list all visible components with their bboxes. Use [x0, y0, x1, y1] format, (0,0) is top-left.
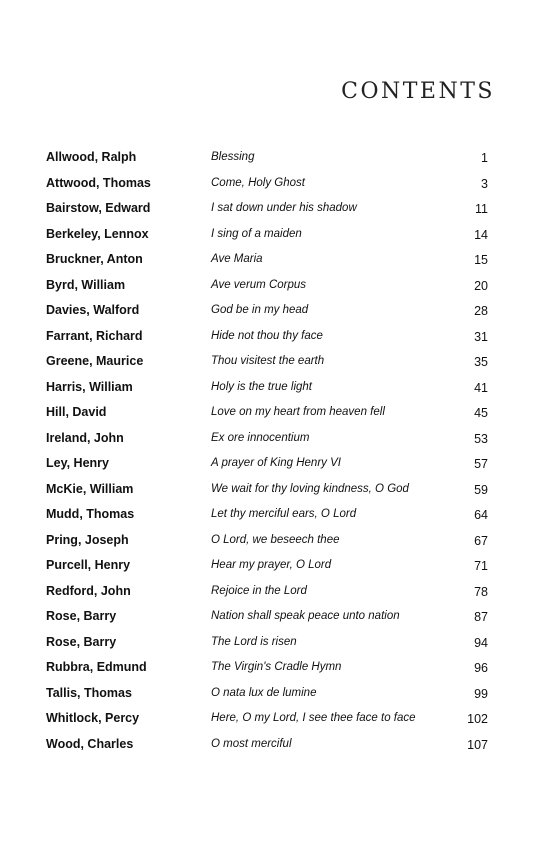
composer-name: Greene, Maurice: [46, 354, 144, 368]
composer-name: Ireland, John: [46, 430, 124, 445]
page-number: 45: [474, 406, 488, 420]
composer-name: Whitlock, Percy: [46, 711, 140, 725]
contents-entry: [0, 377, 560, 403]
composer-name: McKie, William: [46, 481, 134, 496]
contents-entry: [0, 657, 560, 683]
page-number: 71: [474, 559, 488, 573]
composer-name: Ley, Henry: [46, 456, 109, 470]
page-title: CONTENTS: [341, 79, 495, 104]
work-title: Love on my heart from heaven fell: [211, 406, 385, 418]
work-title: Holy is the true light: [211, 380, 312, 393]
contents-entry: [0, 147, 560, 173]
work-title: Ex ore innocentium: [211, 431, 310, 444]
page-number: 67: [474, 533, 488, 548]
contents-entry: [0, 402, 560, 428]
contents-entry: [0, 530, 560, 556]
work-title: A prayer of King Henry VI: [211, 457, 341, 469]
work-title: Blessing: [211, 151, 255, 163]
composer-name: Davies, Walford: [46, 303, 140, 317]
page-number: 64: [474, 508, 488, 522]
page-number: 87: [474, 610, 488, 624]
composer-name: Bruckner, Anton: [46, 252, 143, 266]
page-number: 107: [467, 737, 488, 752]
composer-name: Wood, Charles: [46, 736, 134, 751]
contents-entry: [0, 275, 560, 301]
composer-name: Hill, David: [46, 405, 107, 419]
page-number: 78: [474, 584, 488, 599]
page-number: 14: [474, 227, 488, 242]
work-title: O nata lux de lumine: [211, 686, 317, 699]
page-number: 59: [474, 482, 488, 497]
work-title: I sing of a maiden: [211, 227, 302, 240]
page-number: 94: [474, 635, 488, 650]
contents-entry: [0, 198, 560, 224]
composer-name: Rose, Barry: [46, 634, 117, 649]
contents-entry: [0, 606, 560, 632]
contents-entry: [0, 300, 560, 326]
contents-entry: [0, 555, 560, 581]
page-number: 20: [474, 278, 488, 293]
contents-entry: [0, 326, 560, 352]
composer-name: Rose, Barry: [46, 609, 117, 623]
work-title: Here, O my Lord, I see thee face to face: [211, 712, 416, 724]
work-title: Thou visitest the earth: [211, 355, 325, 367]
page-number: 1: [481, 151, 488, 165]
contents-entry: [0, 249, 560, 275]
page-number: 53: [474, 431, 488, 446]
contents-entry: [0, 708, 560, 734]
contents-list: [0, 147, 560, 759]
work-title: O Lord, we beseech thee: [211, 533, 340, 546]
composer-name: Allwood, Ralph: [46, 150, 137, 164]
contents-entry: [0, 734, 560, 760]
composer-name: Tallis, Thomas: [46, 685, 132, 700]
page-number: 41: [474, 380, 488, 395]
composer-name: Pring, Joseph: [46, 532, 129, 547]
composer-name: Redford, John: [46, 583, 131, 598]
work-title: Hear my prayer, O Lord: [211, 559, 332, 571]
page-number: 3: [481, 176, 488, 191]
contents-entry: [0, 581, 560, 607]
work-title: I sat down under his shadow: [211, 202, 357, 214]
composer-name: Byrd, William: [46, 277, 126, 292]
contents-entry: [0, 632, 560, 658]
page-number: 57: [474, 457, 488, 471]
contents-entry: [0, 453, 560, 479]
contents-entry: [0, 351, 560, 377]
page-number: 15: [474, 253, 488, 267]
contents-entry: [0, 224, 560, 250]
composer-name: Attwood, Thomas: [46, 175, 151, 190]
work-title: Ave Maria: [211, 253, 263, 265]
work-title: Nation shall speak peace unto nation: [211, 610, 400, 622]
page-number: 31: [474, 329, 488, 344]
contents-entry: [0, 683, 560, 709]
contents-entry: [0, 479, 560, 505]
page-number: 11: [475, 202, 488, 216]
page-number: 35: [474, 355, 488, 369]
composer-name: Rubbra, Edmund: [46, 660, 147, 674]
composer-name: Harris, William: [46, 379, 133, 394]
work-title: Rejoice in the Lord: [211, 584, 307, 597]
work-title: We wait for thy loving kindness, O God: [211, 482, 409, 495]
work-title: Ave verum Corpus: [211, 278, 307, 291]
work-title: O most merciful: [211, 737, 292, 750]
work-title: The Lord is risen: [211, 635, 297, 648]
composer-name: Purcell, Henry: [46, 558, 131, 572]
contents-entry: [0, 428, 560, 454]
composer-name: Farrant, Richard: [46, 328, 143, 343]
work-title: God be in my head: [211, 304, 309, 316]
page-number: 96: [474, 661, 488, 675]
page-number: 99: [474, 686, 488, 701]
contents-entry: [0, 173, 560, 199]
contents-entry: [0, 504, 560, 530]
composer-name: Bairstow, Edward: [46, 201, 151, 215]
work-title: The Virgin's Cradle Hymn: [211, 661, 342, 673]
page-number: 102: [467, 712, 488, 726]
work-title: Let thy merciful ears, O Lord: [211, 508, 357, 520]
work-title: Come, Holy Ghost: [211, 176, 305, 189]
work-title: Hide not thou thy face: [211, 329, 323, 342]
composer-name: Berkeley, Lennox: [46, 226, 149, 241]
composer-name: Mudd, Thomas: [46, 507, 135, 521]
page-number: 28: [474, 304, 488, 318]
